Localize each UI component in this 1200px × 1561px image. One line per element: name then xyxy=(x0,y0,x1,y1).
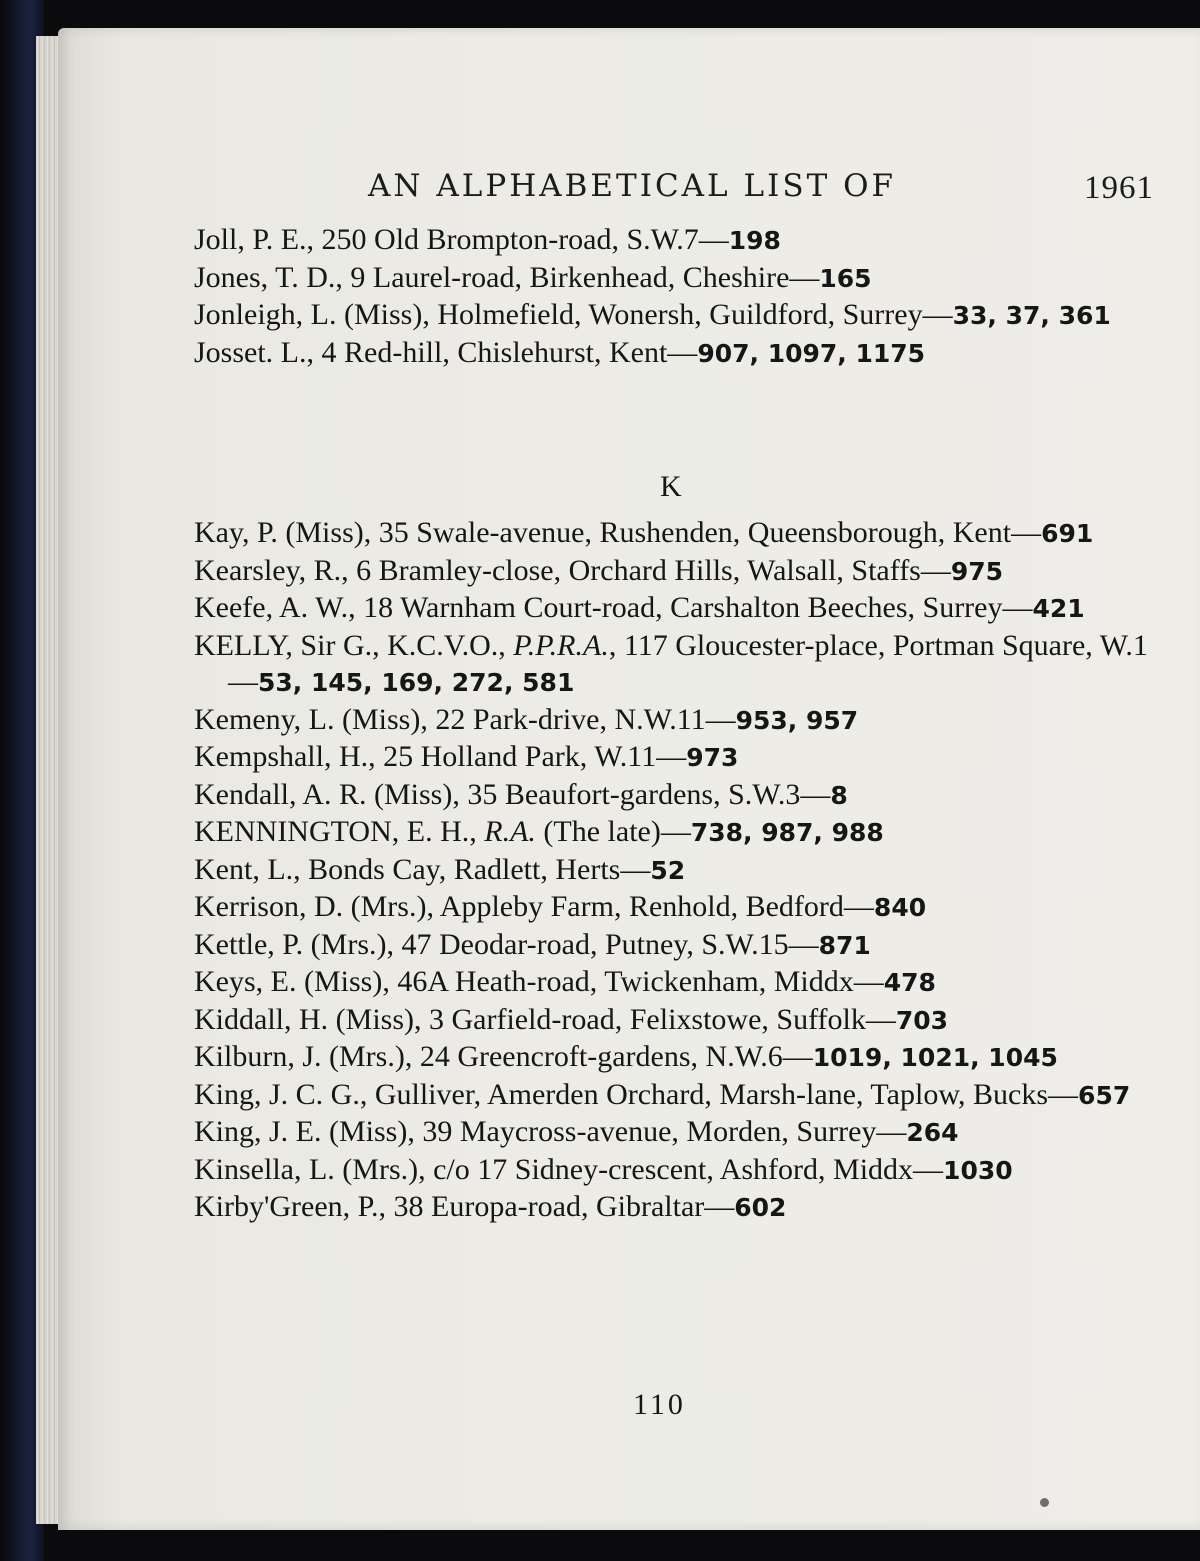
entry-refs: 8 xyxy=(830,780,848,810)
list-entry: Kinsella, L. (Mrs.), c/o 17 Sidney-crescent, Ashford, Middx—1030 xyxy=(194,1152,1013,1186)
list-entry: Kiddall, H. (Miss), 3 Garfield-road, Felixstowe, Suffolk—703 xyxy=(194,1002,949,1036)
entry-title: R.A. xyxy=(484,815,536,848)
entry-refs: 691 xyxy=(1041,519,1094,548)
entry-refs: 907, 1097, 1175 xyxy=(697,338,926,368)
entry-refs: 52 xyxy=(650,855,686,885)
list-entry: KELLY, Sir G., K.C.V.O., P.P.R.A., 117 Gloucester-place, Portman Square, W.1—53, 145, 169, 272, 581 xyxy=(194,628,1148,698)
list-entry: Keefe, A. W., 18 Warnham Court-road, Carshalton Beeches, Surrey—421 xyxy=(194,591,1085,624)
entry-refs: 264 xyxy=(906,1118,959,1147)
entry-refs: 840 xyxy=(873,893,927,922)
list-entry: Kerrison, D. (Mrs.), Appleby Farm, Renhold, Bedford—840 xyxy=(194,890,927,923)
section-letter: K xyxy=(660,470,682,503)
entry-refs: 871 xyxy=(818,930,871,960)
entry-refs: 33, 37, 361 xyxy=(952,301,1111,330)
book-page xyxy=(58,28,1200,1530)
running-head: AN ALPHABETICAL LIST OF xyxy=(368,168,897,204)
list-entry: Kirby'Green, P., 38 Europa-road, Gibraltar—602 xyxy=(194,1190,787,1223)
entry-refs: 973 xyxy=(686,743,739,772)
entry-refs: 975 xyxy=(950,556,1004,586)
page-year: 1961 xyxy=(1084,170,1154,206)
entry-refs: 421 xyxy=(1032,594,1085,623)
list-entry: Keys, E. (Miss), 46A Heath-road, Twickenham, Middx—478 xyxy=(194,965,936,998)
entry-refs: 703 xyxy=(895,1005,949,1035)
entry-refs: 478 xyxy=(883,968,936,997)
entry-list-k xyxy=(194,515,1154,1227)
list-entry: Josset. L., 4 Red-hill, Chislehurst, Kent—907, 1097, 1175 xyxy=(194,335,926,369)
list-entry: King, J. E. (Miss), 39 Maycross-avenue, Morden, Surrey—264 xyxy=(194,1115,959,1148)
list-entry: KENNINGTON, E. H., R.A. (The late)—738, 987, 988 xyxy=(194,815,884,848)
entry-refs: 53, 145, 169, 272, 581 xyxy=(258,668,575,697)
entry-refs: 1019, 1021, 1045 xyxy=(812,1043,1058,1072)
list-entry: Jonleigh, L. (Miss), Holmefield, Wonersh, Guildford, Surrey—33, 37, 361 xyxy=(194,298,1111,331)
list-entry: Jones, T. D., 9 Laurel-road, Birkenhead, Cheshire—165 xyxy=(194,260,872,294)
entry-refs: 602 xyxy=(734,1193,787,1222)
entry-refs: 657 xyxy=(1078,1080,1131,1110)
list-entry: Kent, L., Bonds Cay, Radlett, Herts—52 xyxy=(194,852,686,886)
entry-title: P.P.R.A. xyxy=(513,628,609,662)
list-entry: Kettle, P. (Mrs.), 47 Deodar-road, Putney, S.W.15—871 xyxy=(194,927,871,961)
entry-refs: 198 xyxy=(728,226,781,255)
list-entry: Kilburn, J. (Mrs.), 24 Greencroft-gardens, N.W.6—1019, 1021, 1045 xyxy=(194,1040,1058,1073)
list-entry: Kay, P. (Miss), 35 Swale-avenue, Rushenden, Queensborough, Kent—691 xyxy=(194,516,1094,549)
entry-refs: 1030 xyxy=(943,1155,1013,1185)
entry-refs: 165 xyxy=(819,263,872,293)
list-entry: Kempshall, H., 25 Holland Park, W.11—973 xyxy=(194,740,739,773)
list-entry: King, J. C. G., Gulliver, Amerden Orchard, Marsh-lane, Taplow, Bucks—657 xyxy=(194,1077,1131,1111)
list-entry: Kemeny, L. (Miss), 22 Park-drive, N.W.11—953, 957 xyxy=(194,702,859,736)
entry-refs: 953, 957 xyxy=(735,705,859,735)
list-entry: Kendall, A. R. (Miss), 35 Beaufort-gardens, S.W.3—8 xyxy=(194,777,848,811)
ink-blot xyxy=(1040,1498,1049,1507)
list-entry: Joll, P. E., 250 Old Brompton-road, S.W.7—198 xyxy=(194,223,781,256)
page-number: 110 xyxy=(633,1388,686,1421)
entry-list-j xyxy=(194,222,1154,372)
list-entry: Kearsley, R., 6 Bramley-close, Orchard Hills, Walsall, Staffs—975 xyxy=(194,553,1004,587)
entry-refs: 738, 987, 988 xyxy=(690,818,884,847)
